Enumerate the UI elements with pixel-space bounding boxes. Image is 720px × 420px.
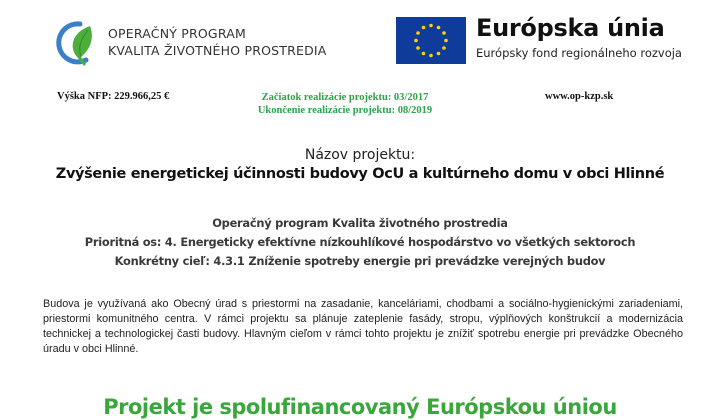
project-name-label: Názov projektu: bbox=[304, 147, 416, 163]
eu-flag-icon bbox=[396, 17, 466, 64]
project-title: Zvýšenie energetickej účinnosti budovy OcU a kultúrneho domu v obci Hlinné bbox=[55, 166, 665, 182]
project-description: Budova je využívaná ako Obecný úrad s priestormi na zasadanie, kanceláriami, chodbami a sociálno-hygienickými zariadeniami, priestormi komunitného centra. V rámci projektu sa plánuje zateplenie fasády, stropu, výplňových konštrukcií a modernizácia technickej a technologickej časti budovy. Hlavným cieľom v rámci tohto projektu je znížiť spotrebu energie pri prevádzke Obecného úradu v obci Hlinné. bbox=[43, 298, 683, 355]
nfp-amount: Výška NFP: 229.966,25 € bbox=[57, 91, 170, 102]
program-info bbox=[0, 214, 720, 271]
op-kzp-logo-text bbox=[108, 25, 327, 59]
eu-title: Európska únia bbox=[476, 14, 665, 42]
cofinanced-banner: Projekt je spolufinancovaný Európskou úniou bbox=[103, 395, 617, 419]
website-link[interactable]: www.op-kzp.sk bbox=[545, 91, 614, 102]
priority-axis: Prioritná os: 4. Energeticky efektívne nízkouhlíkové hospodárstvo vo všetkých sektoroch bbox=[84, 235, 636, 249]
specific-goal: Konkrétny cieľ: 4.3.1 Zníženie spotreby energie pri prevádzke verejných budov bbox=[114, 254, 606, 268]
project-dates bbox=[200, 91, 490, 117]
op-kzp-line2: KVALITA ŽIVOTNÉHO PROSTREDIA bbox=[108, 43, 327, 58]
eu-subtitle: Európsky fond regionálneho rozvoja bbox=[476, 46, 682, 60]
end-date: Ukončenie realizácie projektu: 08/2019 bbox=[257, 105, 433, 116]
op-kzp-line1: OPERAČNÝ PROGRAM bbox=[108, 26, 246, 41]
start-date: Začiatok realizácie projektu: 03/2017 bbox=[261, 92, 429, 103]
program-name: Operačný program Kvalita životného prostredia bbox=[212, 216, 508, 230]
op-kzp-leaf-logo-icon bbox=[50, 18, 98, 68]
